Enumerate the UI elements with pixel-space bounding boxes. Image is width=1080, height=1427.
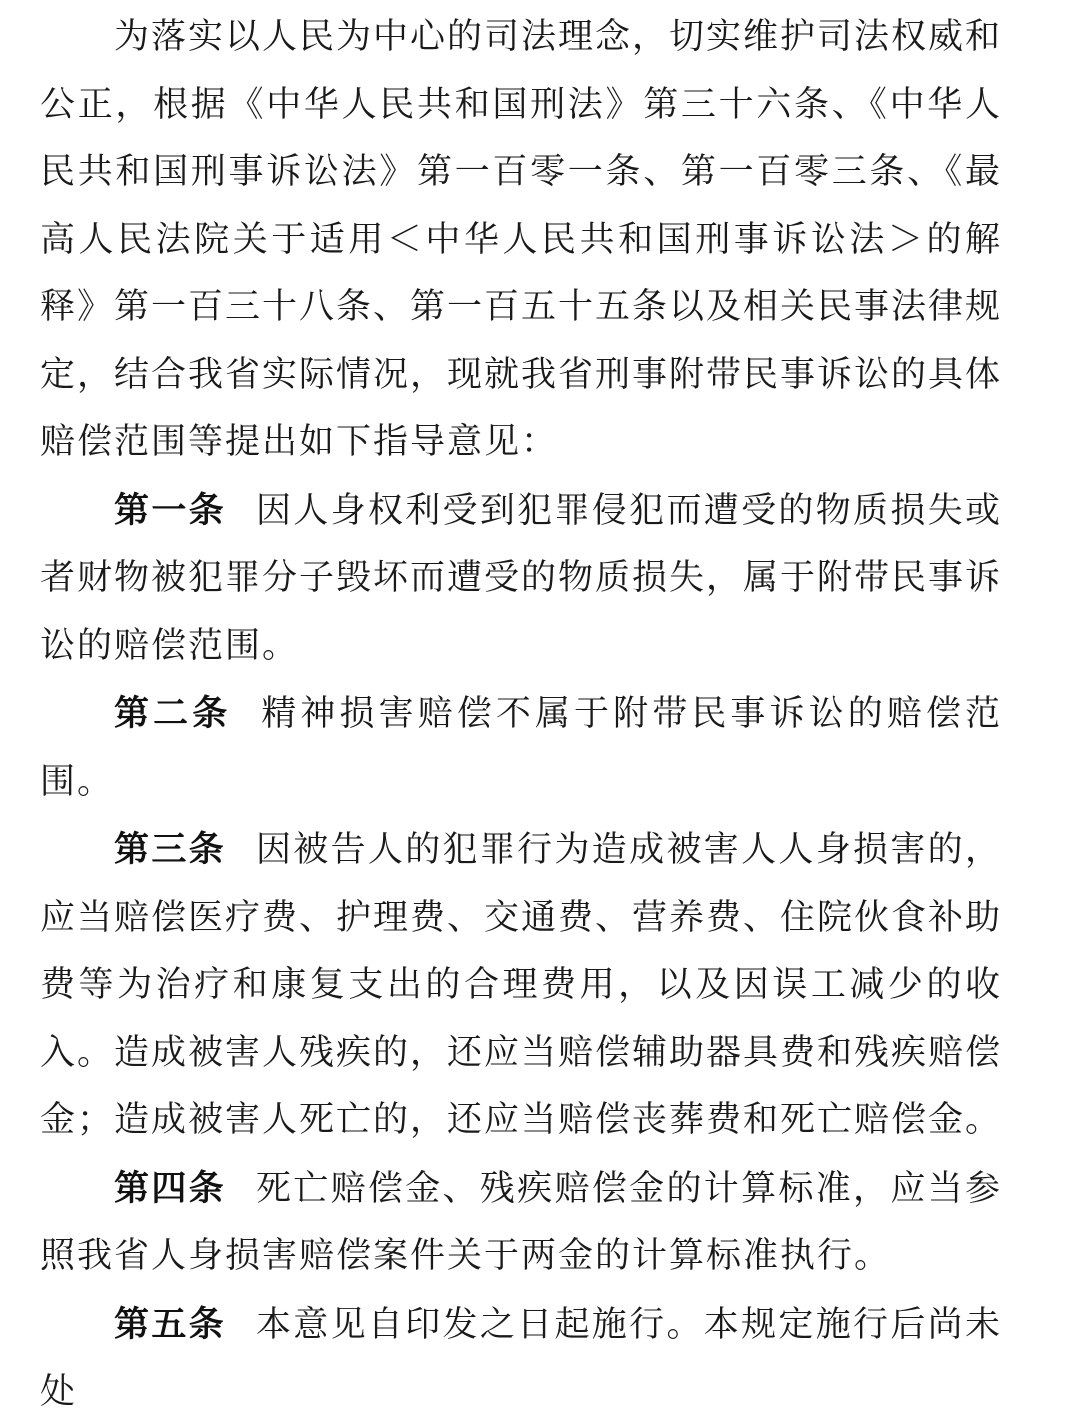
article-5-title: 第五条 (114, 1303, 226, 1345)
document-body (40, 4, 1002, 1427)
article-5-text: 本意见自印发之日起施行。本规定施行后尚未处 (40, 1304, 1002, 1412)
article-4 (40, 1155, 1002, 1291)
article-1 (40, 477, 1002, 681)
article-1-text: 因人身权利受到犯罪侵犯而遭受的物质损失或者财物被犯罪分子毁坏而遭受的物质损失，属于附带民事诉讼的赔偿范围。 (40, 490, 1003, 666)
article-5 (40, 1291, 1002, 1427)
article-3-text: 因被告人的犯罪行为造成被害人人身损害的，应当赔偿医疗费、护理费、交通费、营养费、住院伙食补助费等为治疗和康复支出的合理费用，以及因误工减少的收入。造成被害人残疾的，还应当赔偿辅助器具费和残疾赔偿金；造成被害人死亡的，还应当赔偿丧葬费和死亡赔偿金。 (40, 830, 1003, 1140)
article-3 (40, 816, 1002, 1155)
article-2-title: 第二条 (114, 693, 232, 734)
article-4-title: 第四条 (114, 1167, 226, 1209)
article-3-title: 第三条 (114, 829, 226, 870)
article-2 (40, 680, 1002, 816)
preamble-paragraph: 为落实以人民为中心的司法理念，切实维护司法权威和公正，根据《中华人民共和国刑法》第三十六条、《中华人民共和国刑事诉讼法》第一百零一条、第一百零三条、《最高人民法院关于适用＜中华人民共和国刑事诉讼法＞的解释》第一百三十八条、第一百五十五条以及相关民事法律规定，结合我省实际情况，现就我省刑事附带民事诉讼的具体赔偿范围等提出如下指导意见： (40, 17, 1003, 462)
article-4-text: 死亡赔偿金、残疾赔偿金的计算标准，应当参照我省人身损害赔偿案件关于两金的计算标准执行。 (40, 1168, 1002, 1276)
article-2-text: 精神损害赔偿不属于附带民事诉讼的赔偿范围。 (40, 694, 1002, 802)
article-1-title: 第一条 (114, 489, 226, 531)
